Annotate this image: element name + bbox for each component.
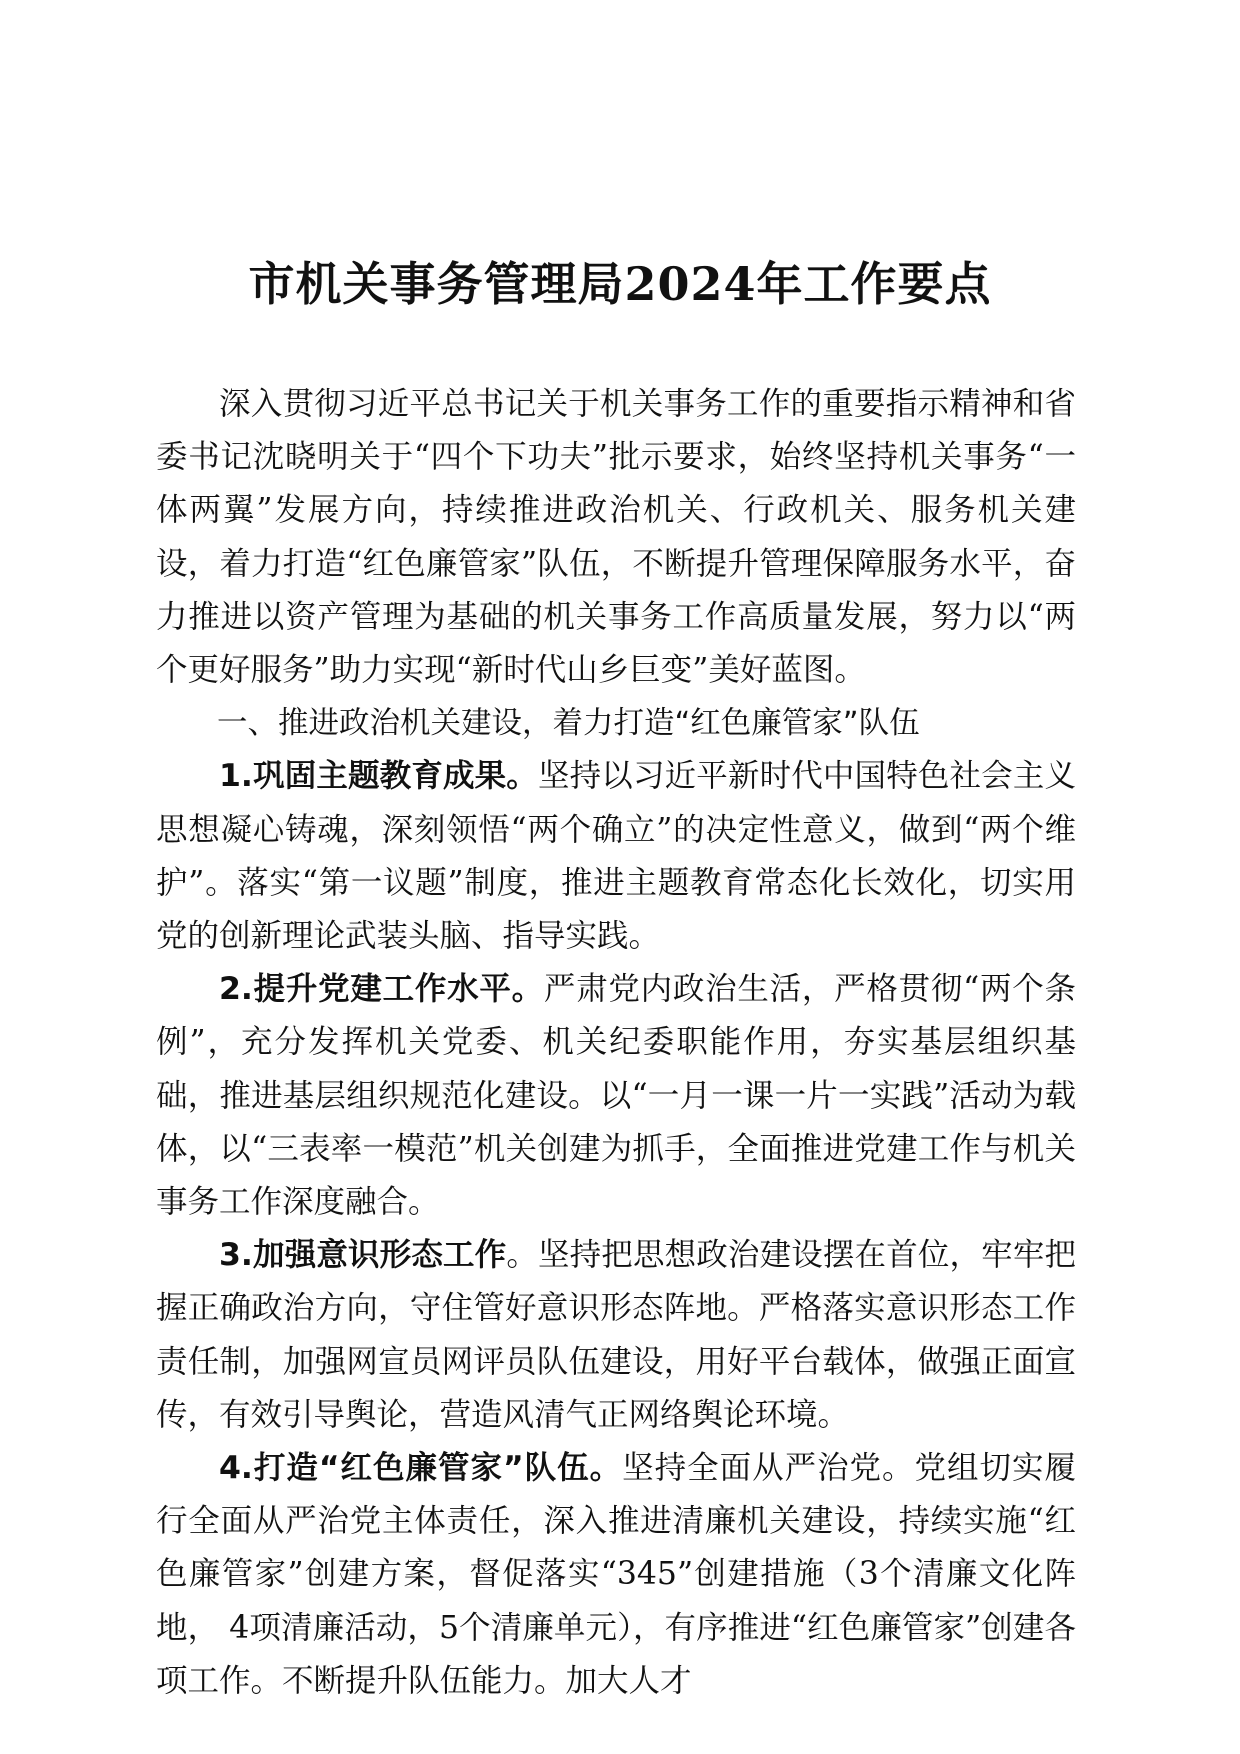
intro-paragraph: 深入贯彻习近平总书记关于机关事务工作的重要指示精神和省委书记沈晓明关于“四个下功夫”批示要求，始终坚持机关事务“一体两翼”发展方向，持续推进政治机关、行政机关、服务机关建设，着力打造“红色廉管家”队伍，不断提升管理保障服务水平，奋力推进以资产管理为基础的机关事务工作高质量发展，努力以“两个更好服务”助力实现“新时代山乡巨变”美好蓝图。 <box>156 386 1076 689</box>
item-paragraph-3 <box>156 1229 1076 1442</box>
section-heading-1: 一、推进政治机关建设，着力打造“红色廉管家”队伍 <box>217 706 920 742</box>
item-lead-4: 4.打造“红色廉管家”队伍。 <box>219 1450 623 1487</box>
item-text-3: 。坚持把思想政治建设摆在首位，牢牢把握正确政治方向，守住管好意识形态阵地。严格落实意识形态工作责任制，加强网宣员网评员队伍建设，用好平台载体，做强正面宣传，有效引导舆论，营造风清气正网络舆论环境。 <box>156 1237 1076 1433</box>
document-body <box>156 378 1076 1708</box>
item-paragraph-4 <box>156 1442 1076 1708</box>
item-text-4: 坚持全面从严治党。党组切实履行全面从严治党主体责任，深入推进清廉机关建设，持续实施“红色廉管家”创建方案，督促落实“345”创建措施（3个清廉文化阵地， 4项清廉活动，5个清廉单元），有序推进“红色廉管家”创建各项工作。不断提升队伍能力。加大人才 <box>156 1450 1076 1699</box>
item-lead-1: 1.巩固主题教育成果。 <box>219 758 538 795</box>
item-paragraph-1 <box>156 750 1076 963</box>
item-text-1: 坚持以习近平新时代中国特色社会主义思想凝心铸魂，深刻领悟“两个确立”的决定性意义，做到“两个维护”。落实“第一议题”制度，推进主题教育常态化长效化，切实用党的创新理论武装头脑、指导实践。 <box>156 758 1076 955</box>
item-paragraph-2 <box>156 963 1076 1229</box>
item-text-2: 严肃党内政治生活，严格贯彻“两个条例”，充分发挥机关党委、机关纪委职能作用，夯实基层组织基础，推进基层组织规范化建设。以“一月一课一片一实践”活动为载体，以“三表率一模范”机关创建为抓手，全面推进党建工作与机关事务工作深度融合。 <box>156 971 1076 1221</box>
item-lead-2: 2.提升党建工作水平。 <box>219 971 544 1008</box>
item-lead-3: 3.加强意识形态工作 <box>219 1237 507 1274</box>
document-title: 市机关事务管理局2024年工作要点 <box>248 257 992 311</box>
